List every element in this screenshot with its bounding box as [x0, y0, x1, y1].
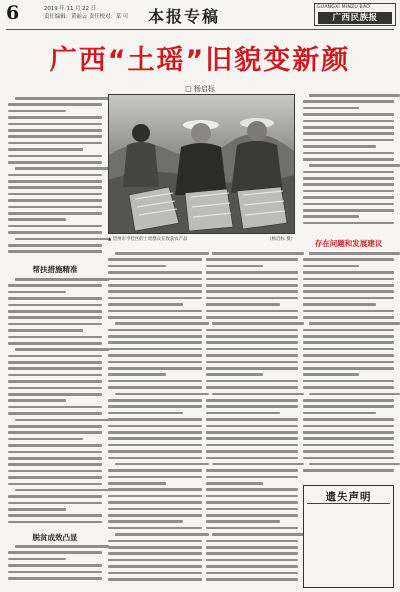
text-line: [108, 572, 202, 575]
text-line: [303, 107, 359, 110]
text-line: [8, 463, 102, 466]
subhead-results: 脱贫成效凸显: [32, 533, 78, 542]
text-line: [108, 482, 166, 485]
text-line: [8, 406, 102, 409]
text-line: [206, 469, 298, 472]
text-line: [206, 310, 298, 313]
text-line: [303, 222, 394, 225]
text-line: [108, 373, 166, 376]
text-line: [303, 412, 376, 415]
text-line: [8, 483, 102, 486]
text-line: [303, 265, 359, 268]
text-line: [15, 97, 109, 100]
text-line: [108, 329, 202, 332]
text-line: [8, 355, 102, 358]
text-line: [212, 463, 304, 466]
text-line: [206, 284, 298, 287]
lost-notice: [303, 485, 394, 588]
text-line: [303, 290, 394, 293]
text-line: [206, 303, 280, 306]
text-line: [8, 380, 102, 383]
text-line: [309, 94, 400, 97]
text-line: [303, 190, 394, 193]
text-line: [8, 425, 102, 428]
text-line: [206, 361, 298, 364]
text-line: [206, 367, 298, 370]
text-line: [115, 463, 209, 466]
text-line: [303, 278, 394, 281]
text-line: [8, 323, 102, 326]
text-line: [206, 386, 298, 389]
text-line: [108, 488, 202, 491]
text-line: [8, 142, 102, 145]
text-line: [206, 297, 298, 300]
text-line: [303, 329, 394, 332]
text-line: [303, 177, 394, 180]
text-line: [108, 546, 202, 549]
text-line: [206, 265, 263, 268]
text-line: [303, 450, 394, 453]
text-line: [206, 552, 298, 555]
text-line: [8, 116, 102, 119]
text-line: [8, 316, 102, 319]
text-line: [8, 199, 102, 202]
text-line: [303, 457, 394, 460]
photo-harvest-scene: [109, 95, 295, 234]
text-line: [303, 158, 394, 161]
byline: □ 杨启标: [185, 85, 215, 93]
text-line: [206, 540, 298, 543]
text-line: [206, 412, 280, 415]
text-line: [108, 527, 202, 530]
text-line: [303, 405, 394, 408]
text-line: [8, 367, 102, 370]
text-line: [108, 380, 202, 383]
text-line: [212, 252, 304, 255]
text-line: [8, 123, 102, 126]
text-line: [8, 508, 66, 511]
text-line: [303, 126, 394, 129]
text-line: [206, 354, 298, 357]
text-line: [108, 431, 202, 434]
text-line: [303, 354, 394, 357]
text-line: [206, 546, 298, 549]
text-line: [8, 476, 102, 479]
text-line: [8, 336, 102, 339]
text-line: [303, 310, 394, 313]
editor-line: 责任编辑：黄丽云 责任校对：某 可: [44, 14, 129, 21]
text-line: [8, 155, 102, 158]
text-line: [8, 551, 102, 554]
text-line: [206, 495, 298, 498]
text-line: [15, 348, 109, 351]
text-line: [303, 335, 394, 338]
text-line: [15, 167, 109, 170]
text-line: [206, 329, 298, 332]
text-line: [206, 316, 298, 319]
text-line: [303, 373, 359, 376]
text-line: [8, 431, 102, 434]
text-line: [303, 284, 394, 287]
text-line: [108, 361, 202, 364]
text-line: [108, 501, 202, 504]
text-line: [8, 231, 102, 234]
text-line: [8, 514, 102, 517]
subhead-help-measures: 帮扶措施精准: [32, 265, 78, 274]
text-line: [212, 322, 304, 325]
text-line: [8, 451, 102, 454]
text-line: [8, 180, 102, 183]
text-line: [303, 196, 394, 199]
text-line: [8, 457, 102, 460]
text-line: [108, 284, 202, 287]
text-line: [15, 545, 109, 548]
text-line: [303, 431, 394, 434]
text-line: [15, 489, 109, 492]
text-line: [8, 284, 102, 287]
masthead-english: GUANGXI MINZU BAO: [317, 5, 370, 10]
text-line: [206, 457, 298, 460]
text-line: [8, 444, 102, 447]
text-line: [206, 565, 298, 568]
text-line: [8, 558, 66, 561]
text-line: [108, 354, 202, 357]
text-line: [206, 290, 298, 293]
text-line: [8, 310, 102, 313]
text-line: [303, 120, 394, 123]
text-line: [303, 386, 394, 389]
text-line: [303, 425, 394, 428]
text-line: [8, 206, 102, 209]
text-line: [15, 419, 109, 422]
masthead-chinese: 广西民族报: [318, 12, 392, 24]
text-line: [303, 399, 394, 402]
text-line: [108, 469, 202, 472]
text-line: [8, 225, 102, 228]
text-line: [206, 341, 298, 344]
text-line: [8, 329, 83, 332]
headline: 广西“土瑶”旧貌变新颜: [49, 45, 351, 76]
text-line: [108, 578, 202, 581]
text-line: [108, 278, 202, 281]
text-column-4-bottom: [303, 252, 394, 480]
text-line: [108, 540, 202, 543]
text-line: [108, 520, 183, 523]
text-line: [8, 502, 102, 505]
text-line: [8, 244, 102, 247]
text-line: [309, 322, 400, 325]
text-line: [206, 380, 298, 383]
text-line: [108, 495, 202, 498]
text-column-4-top: [303, 94, 394, 234]
text-line: [108, 399, 202, 402]
text-line: [8, 571, 102, 574]
text-line: [206, 527, 298, 530]
text-line: [206, 405, 298, 408]
subhead-issues: 存在问题和发展建议: [314, 239, 383, 248]
page-number: 6: [6, 2, 20, 24]
text-line: [108, 367, 202, 370]
text-line: [206, 444, 298, 447]
text-line: [15, 238, 109, 241]
text-line: [115, 393, 209, 396]
text-line: [108, 290, 202, 293]
text-line: [108, 258, 202, 261]
text-line: [206, 450, 298, 453]
text-line: [303, 145, 376, 148]
text-line: [303, 367, 394, 370]
text-line: [303, 303, 376, 306]
text-line: [108, 316, 202, 319]
text-line: [206, 278, 298, 281]
text-line: [303, 139, 394, 142]
text-line: [8, 412, 102, 415]
text-line: [8, 218, 66, 221]
text-line: [206, 418, 298, 421]
text-line: [8, 393, 102, 396]
text-line: [108, 271, 202, 274]
text-line: [8, 374, 102, 377]
text-line: [206, 578, 298, 581]
text-line: [303, 183, 394, 186]
text-line: [108, 425, 202, 428]
lost-notice-title: 遗失声明: [325, 491, 372, 503]
photo-caption-text: ▲ 贺州市平桂区的土瑶群众在收获农产品: [108, 237, 188, 242]
text-line: [15, 278, 109, 281]
text-line: [206, 501, 298, 504]
text-line: [206, 258, 298, 261]
text-line: [8, 291, 66, 294]
text-line: [206, 559, 298, 562]
text-line: [206, 335, 298, 338]
text-line: [206, 431, 298, 434]
masthead: [314, 3, 396, 26]
text-line: [108, 476, 202, 479]
issue-date: 2019 年 11 月 22 日: [44, 6, 97, 12]
text-line: [309, 164, 400, 167]
text-line: [303, 203, 394, 206]
text-line: [8, 148, 83, 151]
text-line: [108, 508, 202, 511]
text-line: [108, 265, 166, 268]
text-line: [309, 252, 400, 255]
text-line: [108, 457, 202, 460]
text-line: [206, 508, 298, 511]
text-line: [108, 405, 202, 408]
photo-credit: （杨启标 摄）: [267, 237, 295, 242]
text-line: [108, 341, 202, 344]
text-line: [206, 476, 298, 479]
text-line: [303, 171, 394, 174]
text-line: [8, 564, 102, 567]
text-line: [303, 341, 394, 344]
text-line: [8, 174, 102, 177]
text-line: [8, 304, 102, 307]
text-line: [8, 387, 102, 390]
text-line: [8, 399, 66, 402]
text-line: [8, 186, 102, 189]
text-line: [303, 297, 394, 300]
text-line: [303, 100, 394, 103]
text-line: [8, 193, 102, 196]
text-line: [206, 520, 280, 523]
text-line: [303, 215, 359, 218]
text-line: [108, 565, 202, 568]
text-line: [309, 463, 400, 466]
text-line: [108, 559, 202, 562]
text-line: [108, 348, 202, 351]
text-line: [212, 393, 304, 396]
text-line: [206, 271, 298, 274]
text-line: [108, 450, 202, 453]
text-line: [303, 152, 394, 155]
text-line: [108, 297, 202, 300]
text-line: [8, 361, 102, 364]
text-line: [115, 252, 209, 255]
text-line: [206, 482, 263, 485]
text-line: [108, 335, 202, 338]
text-line: [303, 380, 394, 383]
text-line: [8, 110, 66, 113]
text-line: [206, 373, 263, 376]
lost-notice-rule: [307, 503, 390, 504]
text-column-1-mid: [8, 278, 102, 530]
text-line: [303, 444, 394, 447]
text-column-3: [206, 252, 298, 588]
text-column-1-bottom: [8, 545, 102, 589]
text-line: [108, 386, 202, 389]
text-line: [108, 514, 202, 517]
text-line: [212, 533, 304, 536]
issue-meta: [44, 5, 128, 21]
text-line: [206, 348, 298, 351]
text-line: [303, 437, 394, 440]
text-line: [115, 533, 209, 536]
article-photo: [108, 94, 295, 234]
text-line: [206, 572, 298, 575]
text-line: [206, 399, 298, 402]
text-line: [8, 212, 102, 215]
text-line: [303, 209, 394, 212]
text-line: [8, 438, 83, 441]
header-rule: [6, 29, 394, 30]
text-line: [303, 316, 394, 319]
text-line: [206, 488, 298, 491]
text-line: [8, 342, 102, 345]
text-line: [303, 348, 394, 351]
text-line: [8, 135, 102, 138]
text-line: [108, 418, 202, 421]
text-line: [309, 393, 400, 396]
text-line: [303, 113, 394, 116]
text-line: [303, 271, 394, 274]
text-line: [108, 444, 202, 447]
text-column-2: [108, 252, 202, 588]
text-line: [8, 297, 102, 300]
text-line: [8, 161, 102, 164]
text-line: [108, 303, 183, 306]
text-line: [8, 129, 102, 132]
text-line: [8, 470, 102, 473]
text-line: [108, 552, 202, 555]
photo-caption: [108, 237, 295, 243]
text-line: [8, 521, 102, 524]
text-column-1-top: [8, 97, 102, 260]
text-line: [303, 418, 394, 421]
text-line: [206, 437, 298, 440]
text-line: [303, 132, 394, 135]
text-line: [8, 577, 102, 580]
text-line: [206, 514, 298, 517]
text-line: [8, 103, 102, 106]
text-line: [115, 322, 209, 325]
text-line: [8, 250, 102, 253]
text-line: [303, 258, 394, 261]
section-name: 本报专稿: [148, 7, 221, 26]
text-line: [108, 310, 202, 313]
text-line: [108, 412, 183, 415]
text-line: [303, 469, 394, 472]
text-line: [303, 361, 394, 364]
text-line: [206, 425, 298, 428]
text-line: [108, 437, 202, 440]
text-line: [8, 495, 102, 498]
